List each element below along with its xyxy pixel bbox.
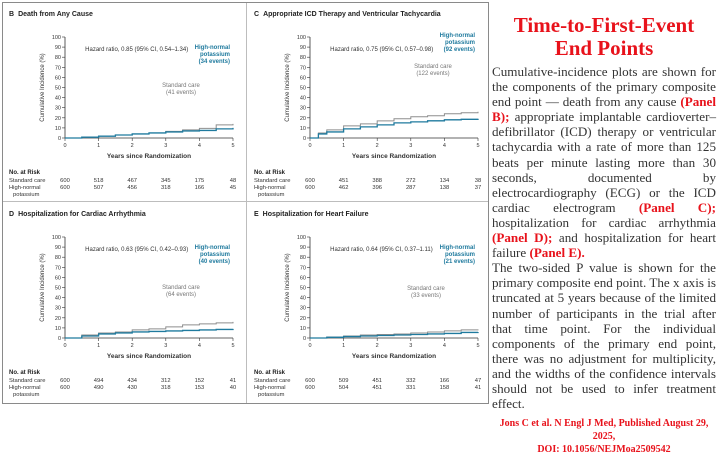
- sidebar-title: [492, 14, 716, 60]
- citation-line-2: DOI: 10.1056/NEJMoa2509542: [537, 444, 671, 456]
- chart-svg: [3, 203, 243, 399]
- risk-row-label-high: High-normal: [254, 385, 286, 391]
- y-tick-label: 0: [302, 336, 306, 342]
- sidebar-paragraph-2: The two-sided P value is shown for the primary composite end point. The x axis is truncated at 5 years because of the limited number of participants in the trial after that time point. For the individual components of the primary end point, there was no adjustment for multiplicity, and the widths of the confidence intervals should not be used to infer treatment effect.: [492, 260, 716, 412]
- x-axis-label: Years since Randomization: [351, 153, 437, 160]
- y-axis-label: Cumulative Incidence (%): [40, 53, 46, 122]
- panel-d-arrhythmia-hospitalization: [3, 203, 243, 399]
- risk-value-standard: 451: [338, 178, 349, 184]
- paragraph-text: hospitalization for cardiac arrhythmia: [492, 214, 716, 230]
- high-normal-label-line: High-normal: [439, 245, 475, 251]
- y-tick-label: 50: [299, 85, 306, 92]
- x-tick-label: 4: [197, 143, 201, 149]
- panel-reference: (Panel E).: [529, 245, 585, 261]
- paragraph-text: and hospitalization for heart failure: [492, 230, 717, 261]
- y-tick-label: 40: [54, 295, 61, 302]
- y-tick-label: 50: [54, 85, 61, 92]
- high-normal-label-line: High-normal: [194, 45, 230, 51]
- risk-value-high: 41: [474, 385, 482, 391]
- risk-value-high: 166: [194, 185, 205, 191]
- y-tick-label: 10: [299, 125, 306, 132]
- high-normal-line: [310, 119, 478, 138]
- chart-svg: [248, 3, 488, 199]
- risk-value-standard: 47: [474, 378, 482, 384]
- risk-value-standard: 48: [229, 178, 237, 184]
- risk-value-standard: 451: [372, 378, 383, 384]
- x-tick-label: 0: [63, 343, 67, 349]
- high-normal-label-line: (92 events): [443, 47, 475, 53]
- risk-value-high: 287: [405, 185, 416, 191]
- y-tick-label: 30: [299, 105, 306, 112]
- risk-value-standard: 509: [338, 378, 349, 384]
- hazard-ratio: Hazard ratio, 0.63 (95% CI, 0.42–0.93): [85, 247, 189, 254]
- hazard-ratio: Hazard ratio, 0.75 (95% CI, 0.57–0.98): [330, 47, 434, 54]
- panel-divider-vertical: [246, 3, 247, 403]
- y-tick-label: 70: [299, 265, 306, 272]
- risk-row-label-high: potassium: [258, 192, 285, 198]
- y-tick-label: 0: [302, 136, 306, 142]
- x-axis-label: Years since Randomization: [106, 153, 192, 160]
- y-tick-label: 30: [54, 105, 61, 112]
- high-normal-label-line: High-normal: [439, 33, 475, 39]
- x-tick-label: 2: [375, 343, 379, 349]
- risk-value-high: 490: [93, 385, 104, 391]
- y-tick-label: 10: [54, 125, 61, 132]
- y-tick-label: 30: [299, 305, 306, 312]
- y-tick-label: 90: [299, 245, 306, 252]
- standard-care-label-line: Standard care: [414, 64, 452, 70]
- panel-e-heart-failure-hospitalization: [248, 203, 488, 399]
- y-axis-label: Cumulative Incidence (%): [285, 53, 291, 122]
- panel-c-icd-therapy: [248, 3, 488, 199]
- high-normal-label-line: potassium: [444, 40, 475, 46]
- panel-letter: B: [9, 11, 15, 18]
- y-tick-label: 20: [54, 115, 61, 122]
- risk-heading: No. at Risk: [9, 370, 41, 376]
- high-normal-label: [440, 33, 476, 53]
- x-tick-label: 2: [375, 143, 379, 149]
- risk-heading: No. at Risk: [254, 370, 286, 376]
- x-tick-label: 3: [164, 343, 168, 349]
- chart-svg: [248, 203, 488, 399]
- risk-value-standard: 152: [194, 378, 205, 384]
- y-tick-label: 100: [51, 35, 61, 41]
- high-normal-label-line: (21 events): [443, 259, 475, 265]
- risk-value-standard: 41: [229, 378, 237, 384]
- y-tick-label: 80: [299, 55, 306, 62]
- standard-care-label: [162, 83, 200, 96]
- risk-value-high: 456: [127, 185, 138, 191]
- x-tick-label: 5: [231, 343, 235, 349]
- high-normal-label-line: (34 events): [198, 59, 230, 65]
- x-tick-label: 5: [476, 143, 480, 149]
- x-tick-label: 3: [409, 143, 413, 149]
- panel-b-death: [3, 3, 243, 199]
- risk-value-high: 138: [439, 185, 450, 191]
- standard-care-label-line: Standard care: [162, 285, 200, 291]
- risk-value-high: 40: [229, 385, 237, 391]
- y-tick-label: 90: [299, 45, 306, 52]
- y-tick-label: 60: [299, 275, 306, 282]
- high-normal-label-line: (40 events): [198, 259, 230, 265]
- risk-row-label-standard: Standard care: [9, 178, 46, 184]
- risk-value-standard: 166: [439, 378, 450, 384]
- risk-value-high: 600: [305, 185, 315, 191]
- y-tick-label: 70: [299, 65, 306, 72]
- standard-care-label: [407, 286, 445, 299]
- citation: [492, 417, 716, 456]
- risk-value-standard: 272: [405, 178, 416, 184]
- panel-title: [9, 211, 146, 218]
- x-tick-label: 2: [130, 143, 134, 149]
- figure-panels: [2, 2, 489, 404]
- y-tick-label: 80: [54, 55, 61, 62]
- risk-row-label-high: potassium: [258, 392, 285, 398]
- panel-title: [254, 11, 441, 18]
- y-tick-label: 60: [54, 75, 61, 82]
- high-normal-label: [195, 45, 231, 65]
- risk-value-standard: 600: [60, 378, 70, 384]
- risk-row-label-high: potassium: [13, 392, 40, 398]
- risk-value-high: 600: [60, 185, 70, 191]
- panel-letter: C: [254, 11, 260, 18]
- y-tick-label: 0: [57, 336, 61, 342]
- x-tick-label: 0: [63, 143, 67, 149]
- risk-value-standard: 600: [60, 178, 70, 184]
- risk-value-high: 504: [338, 385, 349, 391]
- y-axis-label: Cumulative Incidence (%): [40, 253, 46, 322]
- risk-value-high: 331: [405, 385, 416, 391]
- sidebar: [492, 0, 717, 456]
- risk-row-label-high: High-normal: [254, 185, 286, 191]
- x-tick-label: 3: [409, 343, 413, 349]
- y-tick-label: 40: [299, 95, 306, 102]
- high-normal-line: [65, 128, 233, 138]
- risk-value-high: 451: [372, 385, 383, 391]
- high-normal-label-line: High-normal: [194, 245, 230, 251]
- x-tick-label: 1: [342, 343, 346, 349]
- high-normal-label-line: potassium: [444, 252, 475, 258]
- paragraph-text: appropriate implantable cardioverter–defibrillator (ICD) therapy or ventricular tachycardia with a rate of more than 125 beats per minute lasting more than 30 seconds, documented by electrocardiography (ECG) or the ICD cardiac electrogram: [492, 109, 716, 215]
- x-tick-label: 4: [442, 143, 446, 149]
- sidebar-title-line-1: Time-to-First-Event: [513, 13, 695, 37]
- risk-value-standard: 345: [160, 178, 171, 184]
- risk-row-label-high: High-normal: [9, 385, 41, 391]
- y-tick-label: 50: [54, 285, 61, 292]
- y-axis-label: Cumulative Incidence (%): [285, 253, 291, 322]
- panel-title: [9, 11, 93, 18]
- risk-value-high: 153: [194, 385, 205, 391]
- risk-value-high: 396: [372, 185, 383, 191]
- panel-title-text: Hospitalization for Cardiac Arrhythmia: [18, 211, 146, 218]
- y-tick-label: 70: [54, 65, 61, 72]
- y-tick-label: 60: [54, 275, 61, 282]
- standard-care-label-line: Standard care: [407, 286, 445, 292]
- x-tick-label: 1: [97, 343, 101, 349]
- panel-letter: E: [254, 211, 259, 218]
- paragraph-text: Cumulative-incidence plots are shown for the components of the primary composite end point — death from any cause: [492, 64, 716, 110]
- standard-care-label-line: Standard care: [162, 83, 200, 89]
- x-tick-label: 0: [308, 143, 312, 149]
- risk-row-label-high: potassium: [13, 192, 40, 198]
- risk-value-standard: 467: [127, 178, 138, 184]
- risk-value-standard: 518: [93, 178, 104, 184]
- chart-svg: [3, 3, 243, 199]
- x-tick-label: 2: [130, 343, 134, 349]
- sidebar-body: [492, 64, 716, 411]
- y-tick-label: 30: [54, 305, 61, 312]
- y-tick-label: 90: [54, 245, 61, 252]
- risk-value-standard: 312: [160, 378, 171, 384]
- x-tick-label: 5: [231, 143, 235, 149]
- risk-value-standard: 494: [93, 378, 104, 384]
- panel-reference: (Panel C);: [638, 199, 716, 215]
- risk-value-high: 600: [305, 385, 315, 391]
- sidebar-title-line-2: End Points: [554, 36, 654, 60]
- risk-value-standard: 175: [194, 178, 205, 184]
- y-tick-label: 40: [299, 295, 306, 302]
- risk-value-high: 462: [338, 185, 349, 191]
- x-axis-label: Years since Randomization: [351, 353, 437, 360]
- standard-care-label: [162, 285, 200, 298]
- y-tick-label: 90: [54, 45, 61, 52]
- high-normal-label: [195, 245, 231, 265]
- x-tick-label: 4: [197, 343, 201, 349]
- y-tick-label: 100: [296, 235, 306, 241]
- risk-value-standard: 134: [439, 178, 450, 184]
- risk-value-high: 318: [160, 185, 171, 191]
- y-tick-label: 100: [296, 35, 306, 41]
- risk-value-high: 318: [160, 385, 171, 391]
- y-tick-label: 0: [57, 136, 61, 142]
- risk-value-standard: 600: [305, 378, 315, 384]
- panel-reference: (Panel D);: [492, 230, 553, 246]
- risk-row-label-standard: Standard care: [254, 378, 291, 384]
- hazard-ratio: Hazard ratio, 0.85 (95% CI, 0.54–1.34): [85, 47, 189, 54]
- risk-value-high: 430: [127, 385, 138, 391]
- x-tick-label: 5: [476, 343, 480, 349]
- high-normal-label: [440, 245, 476, 265]
- risk-value-standard: 388: [372, 178, 383, 184]
- risk-value-standard: 600: [305, 178, 315, 184]
- sidebar-paragraph-1: [492, 64, 716, 260]
- standard-care-label-line: (122 events): [416, 71, 450, 77]
- y-tick-label: 20: [54, 315, 61, 322]
- risk-heading: No. at Risk: [254, 170, 286, 176]
- x-tick-label: 4: [442, 343, 446, 349]
- y-tick-label: 80: [299, 255, 306, 262]
- risk-row-label-standard: Standard care: [254, 178, 291, 184]
- y-tick-label: 20: [299, 315, 306, 322]
- citation-line-1: Jons C et al. N Engl J Med, Published August 29, 2025,: [499, 418, 709, 443]
- panel-reference: (Panel B);: [492, 94, 716, 125]
- risk-row-label-high: High-normal: [9, 185, 41, 191]
- high-normal-line: [310, 332, 478, 338]
- y-tick-label: 100: [51, 235, 61, 241]
- standard-care-label-line: (41 events): [165, 90, 197, 96]
- x-tick-label: 1: [342, 143, 346, 149]
- risk-value-standard: 332: [405, 378, 416, 384]
- y-tick-label: 80: [54, 255, 61, 262]
- panel-title-text: Appropriate ICD Therapy and Ventricular Tachycardia: [263, 11, 441, 18]
- y-tick-label: 50: [299, 285, 306, 292]
- risk-value-high: 45: [229, 185, 237, 191]
- x-tick-label: 0: [308, 343, 312, 349]
- risk-row-label-standard: Standard care: [9, 378, 46, 384]
- x-tick-label: 3: [164, 143, 168, 149]
- risk-value-high: 600: [60, 385, 70, 391]
- y-tick-label: 70: [54, 265, 61, 272]
- y-tick-label: 10: [54, 325, 61, 332]
- standard-care-label-line: (33 events): [410, 293, 442, 299]
- panel-title-text: Death from Any Cause: [18, 11, 93, 18]
- x-axis-label: Years since Randomization: [106, 353, 192, 360]
- risk-value-standard: 434: [127, 378, 138, 384]
- panel-title: [254, 211, 369, 218]
- y-tick-label: 20: [299, 115, 306, 122]
- standard-care-label-line: (64 events): [165, 292, 197, 298]
- y-tick-label: 60: [299, 75, 306, 82]
- high-normal-label-line: potassium: [199, 252, 230, 258]
- x-tick-label: 1: [97, 143, 101, 149]
- high-normal-label-line: potassium: [199, 52, 230, 58]
- risk-value-high: 158: [439, 385, 450, 391]
- panel-title-text: Hospitalization for Heart Failure: [262, 211, 369, 218]
- y-tick-label: 40: [54, 95, 61, 102]
- risk-value-high: 507: [93, 185, 104, 191]
- risk-value-high: 37: [474, 185, 482, 191]
- panel-divider-horizontal: [3, 201, 488, 202]
- panel-letter: D: [9, 211, 15, 218]
- risk-heading: No. at Risk: [9, 170, 41, 176]
- hazard-ratio: Hazard ratio, 0.64 (95% CI, 0.37–1.11): [330, 247, 433, 254]
- y-tick-label: 10: [299, 325, 306, 332]
- risk-value-standard: 38: [474, 178, 482, 184]
- standard-care-label: [414, 64, 452, 77]
